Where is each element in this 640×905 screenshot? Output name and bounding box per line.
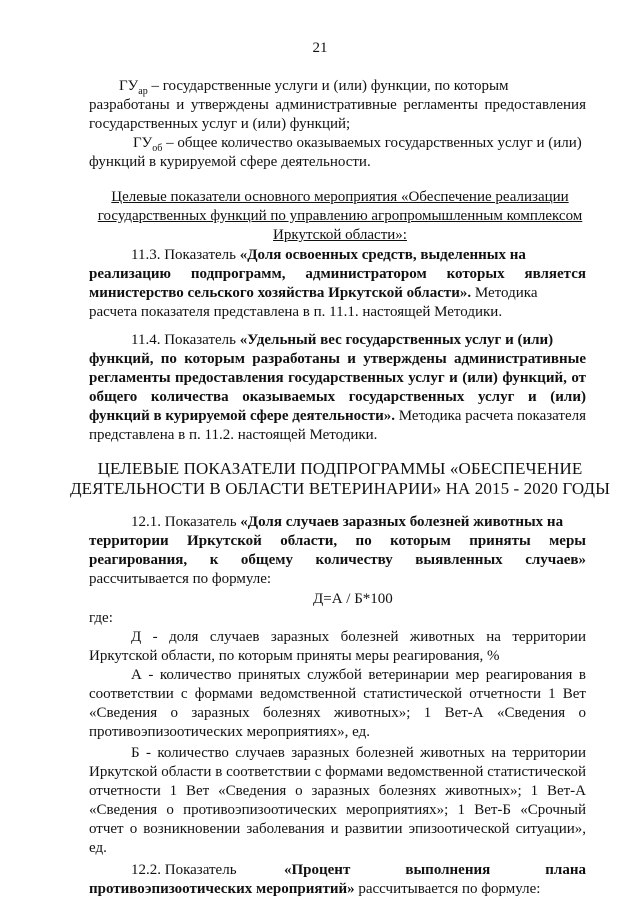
where-label: где: (89, 610, 113, 626)
section-heading-line-2: государственных функций по управлению агропромышленным комплексом (97, 208, 583, 224)
p11-3-line-4: расчета показателя представлена в п. 11.1. настоящей Методики. (89, 304, 503, 320)
p11-3-tail-3: Методика (471, 285, 538, 301)
def-b-line-3: отчетности 1 Вет «Сведения о заразных болезнях животных»; 1 Вет-А (89, 783, 586, 799)
p11-4-line-1 (131, 332, 553, 349)
p12-2-bold-2: противоэпизоотических мероприятий» (89, 881, 355, 897)
subprogram-heading-line-2: ДЕЯТЕЛЬНОСТИ В ОБЛАСТИ ВЕТЕРИНАРИИ» НА 2015 - 2020 ГОДЫ (69, 479, 611, 498)
p12-1-bold-1: «Доля случаев заразных болезней животных на (240, 514, 564, 530)
gu-ar-subscript: ар (138, 86, 148, 97)
def-b-line-1: Б - количество случаев заразных болезней животных на территории (131, 745, 586, 761)
p12-1-lead: 12.1. Показатель (131, 514, 241, 530)
gu-ar-line-1 (119, 78, 509, 95)
def-b-line-6: ед. (89, 840, 107, 856)
p12-1-line-4: рассчитывается по формуле: (89, 571, 272, 587)
def-b-line-4: «Сведения о противоэпизоотических мероприятиях»; 1 Вет-Б «Срочный (89, 802, 586, 818)
gu-ob-line-1 (133, 135, 582, 152)
def-b-line-2: Иркутской области в соответствии с формами ведомственной статистической (89, 764, 586, 780)
p11-3-bold-3: министерство сельского хозяйства Иркутской области». (89, 285, 472, 301)
p11-3-lead: 11.3. Показатель (131, 247, 240, 263)
p11-3-line-3 (89, 285, 537, 302)
def-a-line-4: противоэпизоотических мероприятиях», ед. (89, 724, 371, 740)
page-number: 21 (312, 40, 328, 56)
section-heading-line-3: Иркутской области»: (273, 227, 407, 243)
gu-ob-line-2: функций в курируемой сфере деятельности. (89, 154, 371, 170)
def-a-line-2: соответствии с формами ведомственной статистической отчетности 1 Вет (89, 686, 586, 702)
gu-ar-symbol: ГУ (119, 78, 139, 94)
p11-4-tail-5: Методика расчета показателя (395, 408, 587, 424)
def-b-line-5: отчет о возникновении заболевания и развитии эпизоотической ситуации», (89, 821, 586, 837)
formula-d: Д=А / Б*100 (313, 591, 393, 607)
p12-2-lead: 12.2. Показатель (131, 862, 237, 878)
p11-4-bold-1: «Удельный вес государственных услуг и (или) (239, 332, 554, 348)
p12-1-line-2: территории Иркутской области, по которым приняты меры (89, 533, 586, 549)
p11-4-lead: 11.4. Показатель (131, 332, 240, 348)
p11-4-line-3: регламенты предоставления государственных услуг и (или) функций, от (89, 370, 586, 386)
gu-ob-subscript: об (152, 143, 163, 154)
p11-4-line-5 (89, 408, 586, 425)
p12-2-tail-2: рассчитывается по формуле: (354, 881, 541, 897)
p11-3-line-2: реализацию подпрограмм, администратором которых является (89, 266, 586, 282)
p11-3-bold-1: «Доля освоенных средств, выделенных на (239, 247, 526, 263)
subprogram-heading-line-1: ЦЕЛЕВЫЕ ПОКАЗАТЕЛИ ПОДПРОГРАММЫ «ОБЕСПЕЧЕНИЕ (97, 459, 583, 478)
p11-4-bold-5: функций в курируемой сфере деятельности». (89, 408, 396, 424)
def-a-line-1: А - количество принятых службой ветеринарии мер реагирования в (131, 667, 586, 683)
gu-ob-symbol: ГУ (133, 135, 153, 151)
def-d-line-1: Д - доля случаев заразных болезней животных на территории (131, 629, 586, 645)
p12-2-bold-1: «Процент выполнения плана (284, 862, 586, 878)
gu-ob-text: – общее количество оказываемых государственных услуг и (или) (162, 135, 582, 151)
p11-4-line-4: общего количества оказываемых государственных услуг и (или) (89, 389, 586, 405)
p11-4-line-2: функций, по которым разработаны и утверждены административные (89, 351, 586, 367)
p12-1-line-3: реагирования, к общему количеству выявленных случаев» (89, 552, 586, 568)
def-a-line-3: «Сведения о заразных болезнях животных»; 1 Вет-А «Сведения о (89, 705, 586, 721)
p12-2-line-2 (89, 881, 540, 898)
section-heading-line-1: Целевые показатели основного мероприятия «Обеспечение реализации (111, 189, 569, 205)
gu-ar-line-3: государственных услуг и (или) функций; (89, 116, 351, 132)
p12-1-line-1 (131, 514, 563, 531)
def-d-line-2: Иркутской области, по которым приняты меры реагирования, % (89, 648, 500, 664)
p11-3-line-1 (131, 247, 526, 264)
gu-ar-text: – государственные услуги и (или) функции, по которым (147, 78, 509, 94)
gu-ar-line-2: разработаны и утверждены административные регламенты предоставления (89, 97, 586, 113)
p11-4-line-6: представлена в п. 11.2. настоящей Методики. (89, 427, 378, 443)
